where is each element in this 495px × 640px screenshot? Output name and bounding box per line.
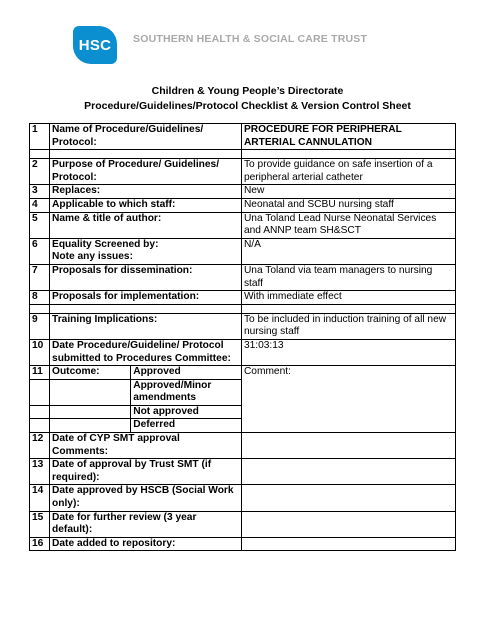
- outcome-option: Deferred: [131, 419, 242, 433]
- organisation-name: SOUTHERN HEALTH & SOCIAL CARE TRUST: [133, 33, 368, 45]
- table-row: [30, 339, 456, 365]
- table-row: [30, 212, 456, 238]
- table-row: [30, 313, 456, 339]
- row-value: [241, 459, 455, 485]
- row-label: Purpose of Procedure/ Guidelines/ Protocol:: [50, 159, 242, 185]
- table-row: [30, 185, 456, 199]
- row-number: 5: [30, 212, 50, 238]
- row-number: 4: [30, 198, 50, 212]
- row-label: [50, 433, 242, 459]
- row-value: PROCEDURE FOR PERIPHERAL ARTERIAL CANNULATION: [241, 124, 455, 150]
- row-number: 11: [30, 366, 50, 380]
- row-number: 15: [30, 511, 50, 537]
- row-label: Replaces:: [50, 185, 242, 199]
- row-label: Applicable to which staff:: [50, 198, 242, 212]
- table-row: [30, 124, 456, 150]
- table-row: [30, 459, 456, 485]
- table-row: [30, 264, 456, 290]
- row-label: Outcome:: [50, 366, 131, 380]
- row-number: 6: [30, 238, 50, 264]
- table-row: [30, 198, 456, 212]
- outcome-option: Approved: [131, 366, 242, 380]
- table-row: [30, 433, 456, 459]
- row-label: Name of Procedure/Guidelines/ Protocol:: [50, 124, 242, 150]
- table-row: [30, 291, 456, 305]
- row-number: 2: [30, 159, 50, 185]
- row-number: 13: [30, 459, 50, 485]
- row-label-line: Date of CYP SMT approval: [52, 433, 180, 445]
- hsc-logo: HSC: [73, 26, 117, 64]
- row-label: Date of approval by Trust SMT (if required):: [50, 459, 242, 485]
- row-label-line: Comments:: [52, 445, 109, 457]
- row-label-line: Equality Screened by:: [52, 238, 159, 250]
- outcome-option: Approved/Minor amendments: [131, 379, 242, 405]
- table-row: [30, 238, 456, 264]
- outcome-comment: Comment:: [241, 366, 455, 433]
- row-label: Date added to repository:: [50, 537, 242, 551]
- spacer-row: [30, 304, 456, 313]
- row-label: Date approved by HSCB (Social Work only):: [50, 485, 242, 511]
- row-value: To be included in induction training of all new nursing staff: [241, 313, 455, 339]
- checklist-table: [29, 123, 456, 551]
- row-value: 31:03:13: [241, 339, 455, 365]
- table-row: [30, 511, 456, 537]
- row-number: 12: [30, 433, 50, 459]
- row-number: 9: [30, 313, 50, 339]
- row-value: N/A: [241, 238, 455, 264]
- row-label: Proposals for dissemination:: [50, 264, 242, 290]
- directorate-title: Children & Young People’s Directorate: [151, 85, 344, 97]
- row-value: Una Toland Lead Nurse Neonatal Services and ANNP team SH&SCT: [241, 212, 455, 238]
- row-number: 3: [30, 185, 50, 199]
- table-row: [30, 159, 456, 185]
- row-value: New: [241, 185, 455, 199]
- row-value: To provide guidance on safe insertion of a peripheral arterial catheter: [241, 159, 455, 185]
- table-row-outcome: [30, 366, 456, 380]
- row-label: Name & title of author:: [50, 212, 242, 238]
- row-label: Training Implications:: [50, 313, 242, 339]
- row-value: With immediate effect: [241, 291, 455, 305]
- spacer-row: [30, 150, 456, 159]
- row-number: 7: [30, 264, 50, 290]
- table-row: [30, 537, 456, 551]
- row-number: 16: [30, 537, 50, 551]
- row-value: Neonatal and SCBU nursing staff: [241, 198, 455, 212]
- checklist-title: Procedure/Guidelines/Protocol Checklist & Version Control Sheet: [84, 100, 411, 112]
- row-value: [241, 485, 455, 511]
- row-value: [241, 433, 455, 459]
- table-row: [30, 485, 456, 511]
- row-number: 8: [30, 291, 50, 305]
- row-label-line: Note any issues:: [52, 251, 133, 263]
- row-value: [241, 537, 455, 551]
- row-number: 1: [30, 124, 50, 150]
- row-value: Una Toland via team managers to nursing staff: [241, 264, 455, 290]
- outcome-option: Not approved: [131, 405, 242, 419]
- row-number: 10: [30, 339, 50, 365]
- row-label: [50, 238, 242, 264]
- row-label: Proposals for implementation:: [50, 291, 242, 305]
- row-label: Date Procedure/Guideline/ Protocol submitted to Procedures Committee:: [50, 339, 242, 365]
- row-value: [241, 511, 455, 537]
- row-number: 14: [30, 485, 50, 511]
- row-label: Date for further review (3 year default):: [50, 511, 242, 537]
